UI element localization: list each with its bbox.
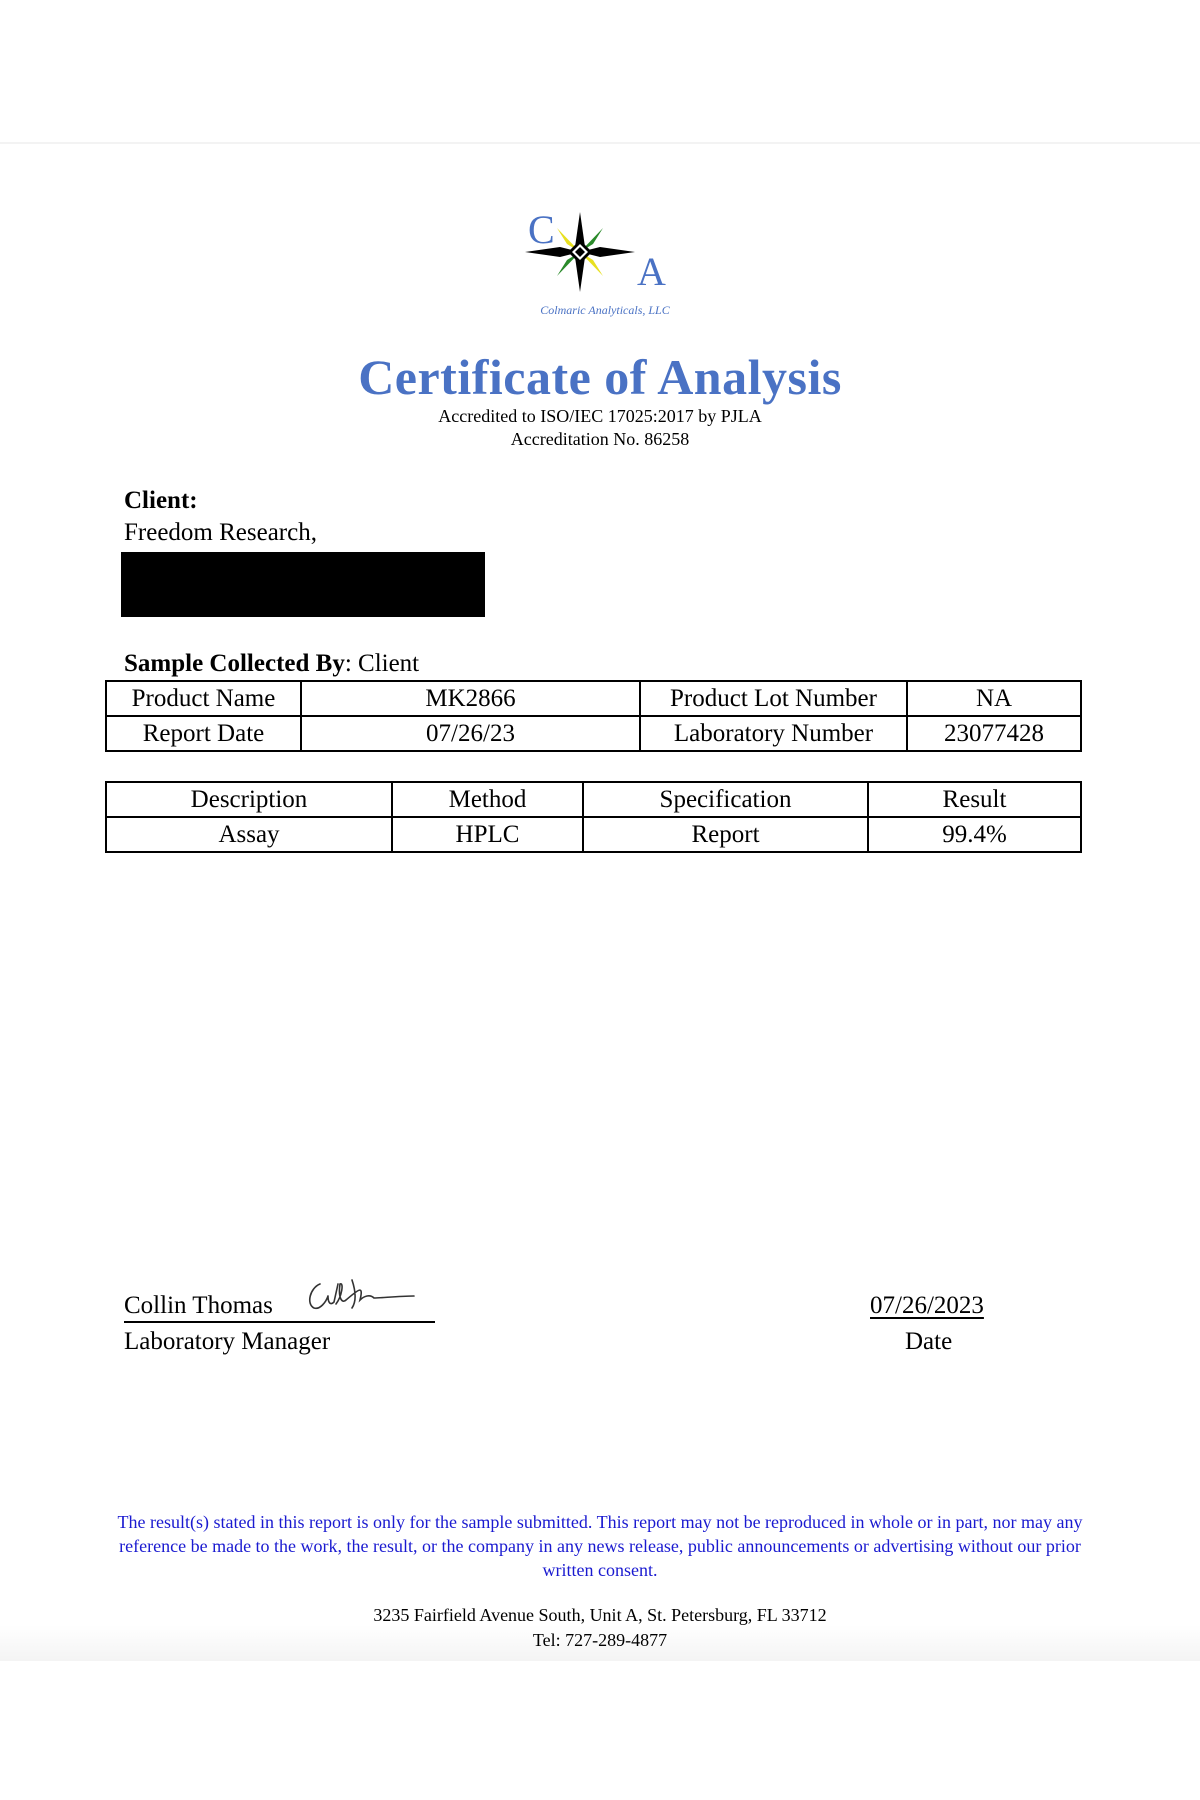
table-cell: NA bbox=[907, 681, 1081, 716]
table-row bbox=[106, 817, 1081, 852]
product-info-table bbox=[105, 680, 1082, 752]
company-logo bbox=[505, 200, 715, 330]
signature-date: 07/26/2023 bbox=[870, 1292, 984, 1319]
date-label: Date bbox=[905, 1328, 953, 1355]
table-row bbox=[106, 716, 1081, 751]
page-top-edge bbox=[0, 142, 1200, 144]
table-cell: Report Date bbox=[106, 716, 301, 751]
logo-company-name: Colmaric Analyticals, LLC bbox=[540, 303, 670, 317]
column-header: Result bbox=[868, 782, 1081, 817]
column-header: Specification bbox=[583, 782, 868, 817]
client-label: Client: bbox=[124, 487, 198, 514]
table-cell: HPLC bbox=[392, 817, 583, 852]
sample-collected-value: : Client bbox=[344, 650, 420, 677]
table-cell: Product Lot Number bbox=[640, 681, 907, 716]
table-row bbox=[106, 681, 1081, 716]
accreditation-number: Accreditation No. 86258 bbox=[510, 429, 690, 449]
signatory-name: Collin Thomas bbox=[124, 1292, 273, 1319]
table-cell: 23077428 bbox=[907, 716, 1081, 751]
table-cell: Product Name bbox=[106, 681, 301, 716]
table-cell: Assay bbox=[106, 817, 392, 852]
handwritten-signature bbox=[302, 1270, 432, 1320]
disclaimer-text: The result(s) stated in this report is only for the sample submitted. This report may not be reproduced in whole or in part, nor may any reference be made to the work, the result, or the company in any news release, public announcements or advertising without our prior written consent. bbox=[117, 1512, 1083, 1580]
sample-collected-label: Sample Collected By bbox=[124, 650, 345, 677]
lab-phone: Tel: 727-289-4877 bbox=[532, 1630, 668, 1650]
sample-collected-by bbox=[124, 650, 419, 678]
column-header: Method bbox=[392, 782, 583, 817]
signatory-title: Laboratory Manager bbox=[124, 1328, 331, 1355]
accreditation-line: Accredited to ISO/IEC 17025:2017 by PJLA bbox=[438, 406, 762, 426]
table-cell: 99.4% bbox=[868, 817, 1081, 852]
logo-letter-c: C bbox=[528, 207, 555, 252]
signature-line bbox=[124, 1321, 435, 1323]
results-table bbox=[105, 781, 1082, 853]
redacted-block bbox=[121, 552, 485, 617]
table-cell: 07/26/23 bbox=[301, 716, 640, 751]
column-header: Description bbox=[106, 782, 392, 817]
table-cell: MK2866 bbox=[301, 681, 640, 716]
table-header-row bbox=[106, 782, 1081, 817]
logo-letter-a: A bbox=[637, 249, 666, 294]
page-title: Certificate of Analysis bbox=[358, 349, 842, 405]
lab-address: 3235 Fairfield Avenue South, Unit A, St. Petersburg, FL 33712 bbox=[373, 1605, 827, 1625]
client-name: Freedom Research, bbox=[124, 519, 317, 546]
table-cell: Laboratory Number bbox=[640, 716, 907, 751]
table-cell: Report bbox=[583, 817, 868, 852]
